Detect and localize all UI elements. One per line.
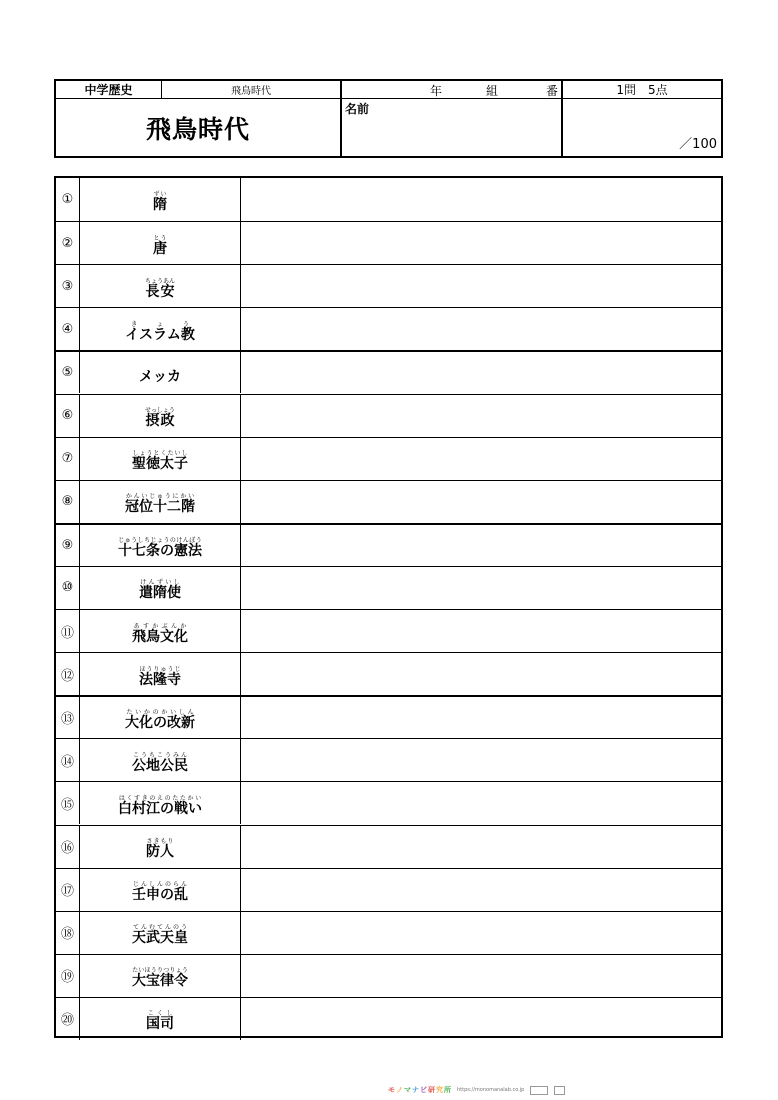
question-row bbox=[56, 480, 721, 523]
footer-stamp-small bbox=[554, 1086, 565, 1095]
question-row bbox=[56, 825, 721, 868]
question-row bbox=[56, 178, 721, 221]
score-field[interactable] bbox=[563, 99, 721, 156]
term-reading: たいほうりつりょう bbox=[132, 967, 188, 975]
class-info-field[interactable] bbox=[342, 81, 563, 99]
answer-field[interactable] bbox=[241, 610, 721, 652]
question-row bbox=[56, 566, 721, 609]
question-term bbox=[80, 782, 241, 824]
question-row bbox=[56, 738, 721, 781]
question-row bbox=[56, 954, 721, 997]
question-number: ④ bbox=[56, 308, 80, 350]
question-term bbox=[80, 826, 241, 868]
term-reading: こうちこうみん bbox=[132, 751, 188, 759]
question-number: ⑫ bbox=[56, 653, 80, 695]
question-number: ⑯ bbox=[56, 826, 80, 868]
question-number: ① bbox=[56, 178, 80, 221]
term-text: メッカ bbox=[139, 368, 181, 385]
term-reading: せっしょう bbox=[145, 407, 175, 415]
question-term bbox=[80, 697, 241, 738]
term-reading: ずい bbox=[153, 191, 167, 199]
question-number: ⑱ bbox=[56, 912, 80, 954]
question-number: ③ bbox=[56, 265, 80, 307]
term-text: 摂政 bbox=[145, 413, 175, 430]
question-row bbox=[56, 781, 721, 824]
question-number: ⑨ bbox=[56, 525, 80, 566]
question-term bbox=[80, 438, 241, 480]
question-number: ⑬ bbox=[56, 697, 80, 738]
question-row bbox=[56, 307, 721, 350]
points-label: 1問 5点 bbox=[563, 81, 721, 99]
term-text: 防人 bbox=[146, 844, 174, 861]
term-reading: さきもり bbox=[146, 838, 174, 846]
grade-label: 年 bbox=[430, 84, 443, 98]
term-reading: あすかぶんか bbox=[132, 622, 188, 630]
brand-logo: モ ノ マ ナ ビ 研 究 所 bbox=[388, 1086, 451, 1094]
question-row bbox=[56, 264, 721, 307]
answer-field[interactable] bbox=[241, 178, 721, 221]
answer-field[interactable] bbox=[241, 782, 721, 824]
term-text: 唐 bbox=[153, 240, 167, 257]
term-reading: ちょうあん bbox=[144, 277, 175, 285]
term-text: 大化の改新 bbox=[125, 715, 195, 732]
answer-field[interactable] bbox=[241, 438, 721, 480]
footer-url: https://monomanalab.co.jp bbox=[457, 1087, 525, 1093]
term-text: 遣隋使 bbox=[139, 585, 181, 602]
term-reading: てんむてんのう bbox=[132, 924, 188, 932]
question-term bbox=[80, 869, 241, 911]
number-label: 番 bbox=[546, 84, 559, 98]
term-text: 隋 bbox=[153, 197, 167, 214]
term-reading: とう bbox=[153, 234, 167, 242]
worksheet-header bbox=[54, 79, 723, 158]
question-number: ② bbox=[56, 222, 80, 264]
class-label: 組 bbox=[486, 84, 499, 98]
answer-field[interactable] bbox=[241, 308, 721, 350]
term-reading: かんいじゅうにかい bbox=[125, 493, 195, 501]
question-term bbox=[80, 912, 241, 954]
answer-field[interactable] bbox=[241, 955, 721, 997]
question-row bbox=[56, 695, 721, 738]
max-score: ／100 bbox=[679, 137, 717, 152]
term-reading: じんしんのらん bbox=[132, 881, 188, 889]
term-text: イスラム教 bbox=[125, 326, 195, 343]
term-text: 壬申の乱 bbox=[132, 887, 188, 904]
term-reading: ほうりゅうじ bbox=[139, 665, 181, 673]
term-text: 天武天皇 bbox=[132, 930, 188, 947]
answer-field[interactable] bbox=[241, 265, 721, 307]
question-row bbox=[56, 523, 721, 566]
question-term bbox=[80, 395, 241, 437]
term-text: 飛鳥文化 bbox=[132, 628, 188, 645]
question-number: ⑥ bbox=[56, 395, 80, 437]
term-text: 白村江の戦い bbox=[118, 800, 202, 817]
question-term bbox=[80, 739, 241, 781]
question-number: ⑭ bbox=[56, 739, 80, 781]
term-text: 法隆寺 bbox=[139, 671, 181, 688]
term-text: 十七条の憲法 bbox=[118, 542, 202, 559]
answer-field[interactable] bbox=[241, 525, 721, 566]
question-term bbox=[80, 178, 241, 221]
question-term bbox=[80, 308, 241, 350]
question-row bbox=[56, 221, 721, 264]
answer-field[interactable] bbox=[241, 998, 721, 1040]
footer-stamp bbox=[530, 1086, 548, 1095]
answer-field[interactable] bbox=[241, 222, 721, 264]
unit-label: 飛鳥時代 bbox=[162, 81, 342, 99]
question-number: ⑤ bbox=[56, 352, 80, 393]
question-term bbox=[80, 653, 241, 695]
term-reading: たいかのかいしん bbox=[125, 709, 195, 717]
question-row bbox=[56, 394, 721, 437]
term-text: 公地公民 bbox=[132, 757, 188, 774]
question-number: ⑰ bbox=[56, 869, 80, 911]
term-reading: きょう bbox=[125, 320, 195, 328]
term-reading: こくし bbox=[146, 1010, 174, 1018]
page-title: 飛鳥時代 bbox=[56, 99, 342, 156]
answer-field[interactable] bbox=[241, 826, 721, 868]
question-number: ⑮ bbox=[56, 782, 80, 824]
term-text: 国司 bbox=[146, 1016, 174, 1033]
answer-field[interactable] bbox=[241, 739, 721, 781]
answer-field[interactable] bbox=[241, 352, 721, 393]
name-field[interactable] bbox=[342, 99, 563, 156]
question-term bbox=[80, 525, 241, 566]
name-label: 名前 bbox=[345, 102, 370, 116]
question-term bbox=[80, 222, 241, 264]
question-term bbox=[80, 955, 241, 997]
subject-label: 中学歴史 bbox=[56, 81, 162, 99]
question-row bbox=[56, 652, 721, 695]
term-text: 冠位十二階 bbox=[125, 499, 195, 516]
question-term bbox=[80, 481, 241, 523]
question-term bbox=[80, 265, 241, 307]
question-row bbox=[56, 911, 721, 954]
question-term bbox=[80, 610, 241, 652]
question-number: ⑳ bbox=[56, 998, 80, 1040]
answer-field[interactable] bbox=[241, 869, 721, 911]
question-row bbox=[56, 609, 721, 652]
question-row bbox=[56, 437, 721, 480]
term-text: 長安 bbox=[144, 283, 175, 300]
answer-field[interactable] bbox=[241, 653, 721, 695]
footer bbox=[388, 1083, 565, 1097]
term-text: 大宝律令 bbox=[132, 973, 188, 990]
question-term bbox=[80, 567, 241, 609]
answer-field[interactable] bbox=[241, 481, 721, 523]
question-row bbox=[56, 997, 721, 1040]
answer-field[interactable] bbox=[241, 395, 721, 437]
question-number: ⑪ bbox=[56, 610, 80, 652]
question-number: ⑲ bbox=[56, 955, 80, 997]
question-term bbox=[80, 352, 241, 393]
term-reading: じゅうしちじょうのけんぽう bbox=[118, 536, 202, 544]
question-number: ⑧ bbox=[56, 481, 80, 523]
question-row bbox=[56, 868, 721, 911]
question-row bbox=[56, 350, 721, 393]
question-number: ⑦ bbox=[56, 438, 80, 480]
term-reading: けんずいし bbox=[139, 579, 181, 587]
question-table bbox=[54, 176, 723, 1038]
answer-field[interactable] bbox=[241, 697, 721, 738]
question-number: ⑩ bbox=[56, 567, 80, 609]
term-reading: はくすきのえのたたかい bbox=[118, 794, 202, 802]
term-reading: しょうとくたいし bbox=[132, 450, 188, 458]
answer-field[interactable] bbox=[241, 912, 721, 954]
term-text: 聖徳太子 bbox=[132, 456, 188, 473]
question-term bbox=[80, 998, 241, 1040]
answer-field[interactable] bbox=[241, 567, 721, 609]
